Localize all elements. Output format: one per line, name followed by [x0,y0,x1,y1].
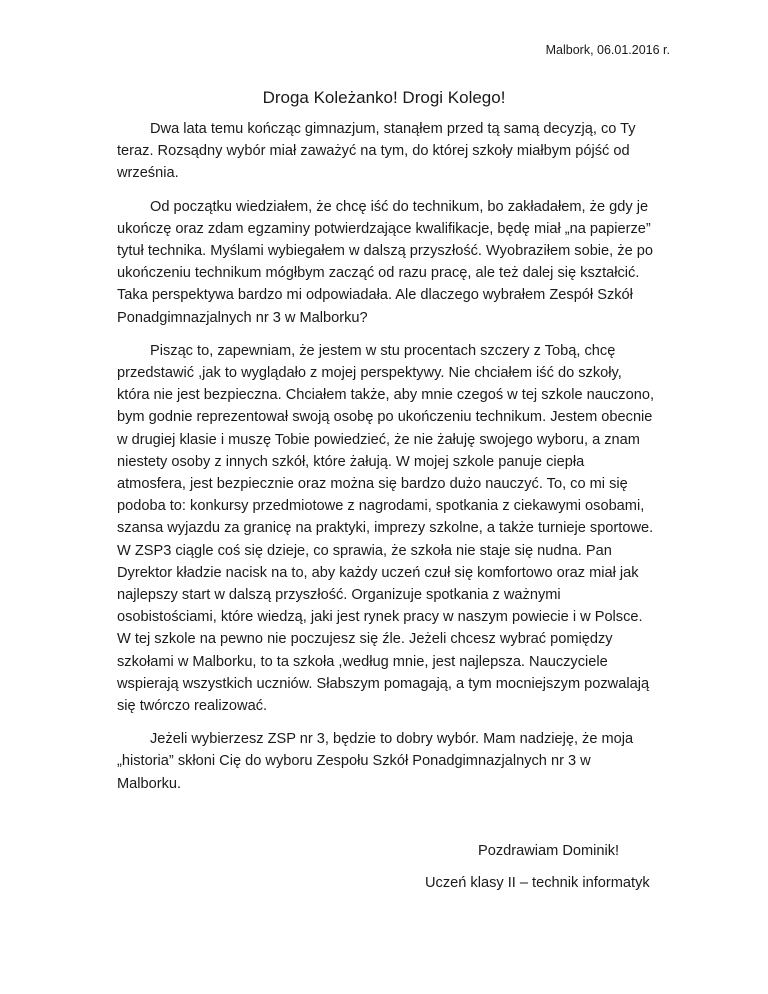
paragraph-intro: Dwa lata temu kończąc gimnazjum, stanąłem przed tą samą decyzją, co Ty teraz. Rozsądny wybór miał zaważyć na tym, do której szkoły miałbym pójść od września. [117,121,636,182]
letter-body [117,118,655,806]
paragraph-decision: Od początku wiedziałem, że chcę iść do technikum, bo zakładałem, że gdy je ukończę oraz zdam egzaminy potwierdzające kwalifikacje, będę miał „na papierze” tytuł technika. Myślami wybiegałem w dalszą przyszłość. Wyobraziłem sobie, że po ukończeniu technikum mógłbym zacząć od razu pracę, ale też dalej się kształcić. Taka perspektywa bardzo mi odpowiadała. Ale dlaczego wybrałem Zespół Szkół Ponadgimnazjalnych nr 3 w Malborku? [117,198,653,326]
paragraph-recommendation: W tej szkole na pewno nie poczujesz się źle. Jeżeli chcesz wybrać pomiędzy szkołami w Malborku, to ta szkoła ,według mnie, jest najlepsza. Nauczyciele wspierają wszystkich uczniów. Słabszym pomagają, a tym mocniejszym pozwalają się twórczo realizować. [117,631,650,715]
paragraph-conclusion: Jeżeli wybierzesz ZSP nr 3, będzie to dobry wybór. Mam nadzieję, że moja „historia” skłoni Cię do wyboru Zespołu Szkół Ponadgimnazjalnych nr 3 w Malborku. [117,731,634,792]
letter-date: Malbork, 06.01.2016 r. [545,43,670,57]
letter-signature: Uczeń klasy II – technik informatyk [425,875,650,891]
letter-greeting: Droga Koleżanko! Drogi Kolego! [262,88,506,107]
letter-closing: Pozdrawiam Dominik! [478,843,620,859]
paragraph-school-description: Pisząc to, zapewniam, że jestem w stu procentach szczery z Tobą, chcę przedstawić ,jak to wyglądało z mojej perspektywy. Nie chciałem iść do szkoły, która nie jest bezpieczna. Chciałem także, aby mnie czegoś w tej szkole nauczono, bym godnie reprezentował swoją osobę po ukończeniu technikum. Jestem obecnie w drugiej klasie i muszę Tobie powiedzieć, że nie żałuję swojego wyboru, a znam niestety osoby z innych szkół, które żałują. W mojej szkole panuje ciepła atmosfera, jest bezpiecznie oraz można się bardzo dużo nauczyć. To, co mi się podoba to: konkursy przedmiotowe z nagrodami, spotkania z ciekawymi osobami, szansa wyjazdu za granicę na praktyki, imprezy szkolne, a także turnieje sportowe. W ZSP3 ciągle coś się dzieje, co sprawia, że szkoła nie staje się nudna. Pan Dyrektor kładzie nacisk na to, aby każdy uczeń czuł się komfortowo oraz miał jak najlepszy start w dalszą przyszłość. Organizuje spotkania z ważnymi osobistościami, które wiedzą, jaki jest rynek pracy w naszym powiecie i w Polsce. [117,342,654,626]
